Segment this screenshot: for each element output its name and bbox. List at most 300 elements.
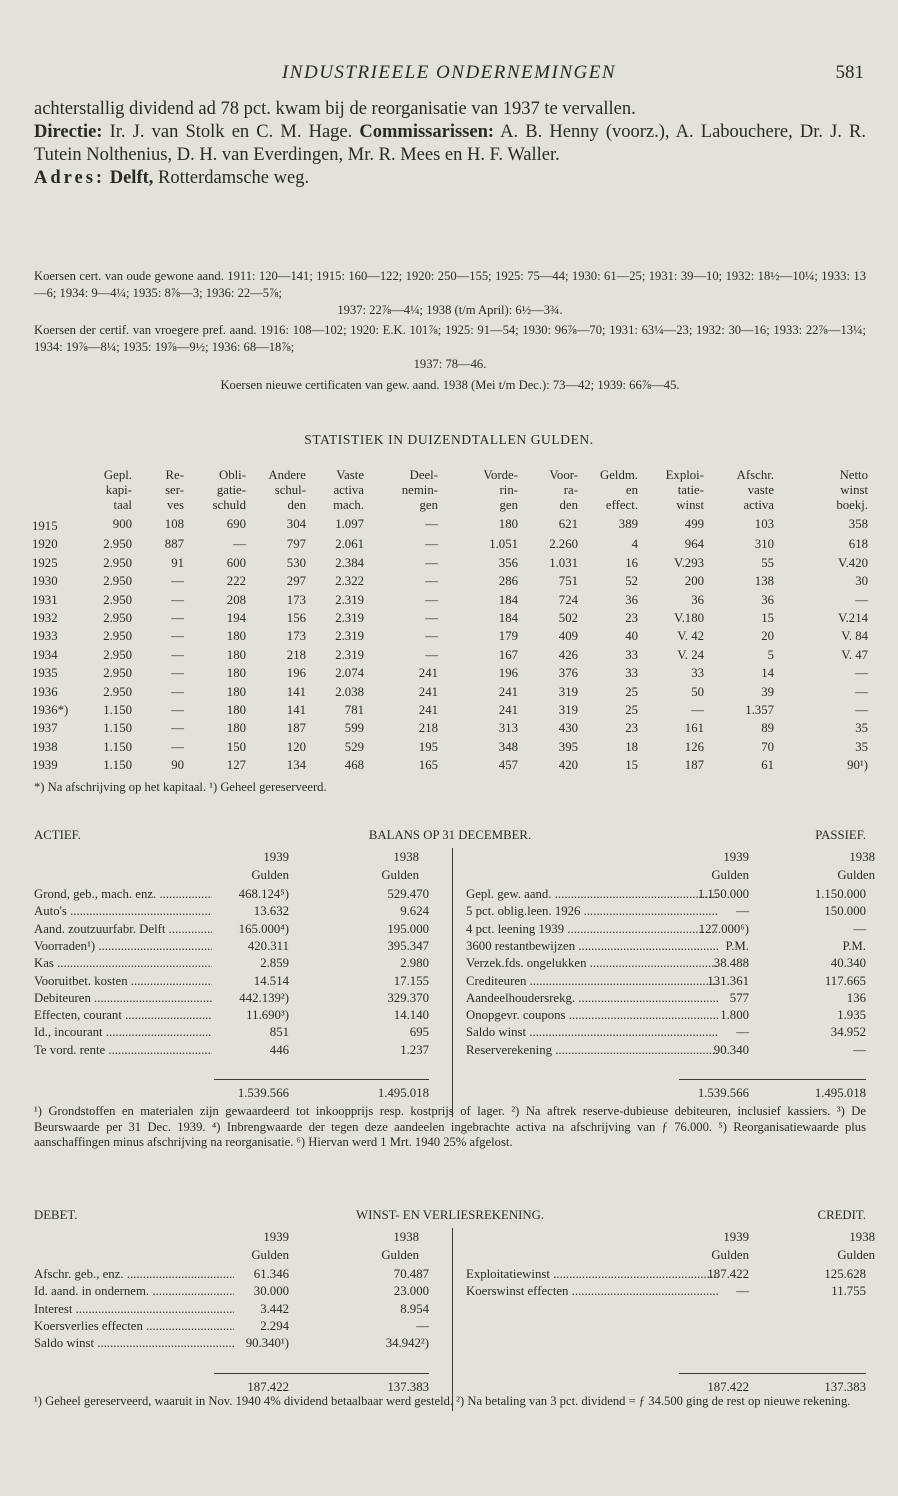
page-number: 581 <box>835 62 864 83</box>
stat-cell: 502 <box>558 611 578 626</box>
stat-cell: — <box>171 684 184 699</box>
balans-body-right-label: Saldo winst ..... <box>466 1024 718 1041</box>
balans-body-right-value: 90.340 <box>713 1042 749 1057</box>
balans-footnotes <box>34 1104 866 1151</box>
stat-cell: 180 <box>226 647 246 662</box>
stat-cell: 14 <box>761 666 774 681</box>
stat-cell: 1.150 <box>103 703 132 718</box>
stat-cell: — <box>425 517 438 531</box>
stat-cell: 90 <box>171 758 184 773</box>
winst-body-left-value: 61.346 <box>253 1267 289 1281</box>
stat-cell: 194 <box>226 611 246 626</box>
stat-cell: 621 <box>558 517 578 531</box>
balans-body-right-value: 577 <box>729 990 749 1005</box>
stat-column-header: den <box>287 498 306 512</box>
stat-column-header: Vorde- <box>483 468 518 482</box>
stat-cell: 781 <box>344 703 364 718</box>
stat-row <box>32 535 868 553</box>
stat-cell: 195 <box>418 739 438 754</box>
balans-body-left-value: 446 <box>269 1042 289 1057</box>
stat-cell: 887 <box>164 537 184 552</box>
balans-body-left-value: 9.624 <box>400 904 429 919</box>
winst-body-left-value: 23.000 <box>393 1284 429 1299</box>
stat-cell: 599 <box>344 721 364 736</box>
balans-body-left-total-rule <box>214 1079 429 1080</box>
winst-body-right-total: 137.383 <box>824 1379 866 1394</box>
koersen-pref: Koersen der certif. van vroegere pref. aand. 1916: 108—102; 1920: E.K. 101⅞; 1925: 91—54; 1930: 96⅞—70; 1931: 63¼—23; 1932: 30—16; 1933: 22⅞—13¼; 1934: 19⅞—8¼; 1935: 19⅞—9½; 1936: 68—18⅞; <box>34 323 866 355</box>
stat-cell: 187 <box>684 758 704 773</box>
balans-body-right-label: Reserverekening ..... <box>466 1042 718 1059</box>
stat-cell: 208 <box>226 592 246 607</box>
balans-body-right-label: Gepl. gew. aand. ..... <box>466 886 718 903</box>
stat-row <box>32 701 868 719</box>
debet-label: DEBET. <box>34 1208 78 1222</box>
balans-body-right-value: 1.150.000 <box>697 887 749 901</box>
stat-cell: — <box>855 666 868 681</box>
winst-body-right-total: 187.422 <box>707 1379 749 1394</box>
balans-body-right-unit-1: Gulden <box>711 868 749 882</box>
stat-cell: 797 <box>286 537 306 552</box>
stat-cell: — <box>171 592 184 607</box>
stat-column-header: Re- <box>165 468 184 482</box>
stat-year: 1934 <box>32 647 58 662</box>
winst-body-left-value: 2.294 <box>260 1318 289 1333</box>
credit-label: CREDIT. <box>817 1208 866 1222</box>
stat-cell: 356 <box>498 555 518 570</box>
balans-body-right-total: 1.539.566 <box>697 1086 749 1100</box>
balans-body-right-year-2: 1938 <box>849 850 875 864</box>
stat-cell: — <box>425 592 438 607</box>
stat-year: 1938 <box>32 739 58 754</box>
stat-cell: V.180 <box>674 611 704 626</box>
stat-column-header <box>32 483 74 498</box>
stat-column-header: Voor- <box>549 468 578 482</box>
winst-body-left-label: Id. aand. in ondernem. ..... <box>34 1283 234 1300</box>
stat-cell: 15 <box>625 758 638 773</box>
balans-body-left-label: Voorraden¹) ..... <box>34 938 212 955</box>
balans-body-divider <box>452 848 453 1117</box>
stat-column-header: boekj. <box>836 498 868 512</box>
stat-cell: 23 <box>625 721 638 736</box>
stat-cell: 134 <box>286 758 306 773</box>
stat-cell: 1.357 <box>745 703 774 718</box>
stat-cell: 89 <box>761 721 774 736</box>
stat-cell: 310 <box>754 537 774 552</box>
stat-year: 1915 <box>32 519 58 533</box>
balans-body-right-total-rule <box>679 1079 866 1080</box>
stat-cell: 180 <box>226 684 246 699</box>
stat-header-row <box>32 468 868 483</box>
stat-column-header: Vaste <box>336 468 364 482</box>
stat-column-header: den <box>559 498 578 512</box>
balans-body-left-label: Debiteuren ..... <box>34 990 212 1007</box>
balans-body-left-label: Effecten, courant ..... <box>34 1007 212 1024</box>
koersen-gewone: Koersen cert. van oude gewone aand. 1911: 120—141; 1915: 160—122; 1920: 250—155; 1925: 75—44; 1930: 61—25; 1931: 39—10; 1932: 18½—10¼; 1933: 13—6; 1934: 9—4¼; 1935: 8⅞—3; 1936: 22—5⅞; <box>34 269 866 300</box>
balans-body-right-value: 117.665 <box>824 973 866 988</box>
stat-cell: 1.051 <box>489 537 518 552</box>
stat-cell: 35 <box>855 721 868 736</box>
winst-body-divider <box>452 1228 453 1411</box>
stat-column-header: ser- <box>165 483 184 497</box>
winst-body-left-value: 34.942²) <box>385 1336 429 1351</box>
winst-body-left-total: 187.422 <box>247 1379 289 1394</box>
balans-body-right-label: Verzek.fds. ongelukken ..... <box>466 955 718 972</box>
winst-body-left-value: 8.954 <box>400 1301 429 1316</box>
balans-body-left-label: Kas ..... <box>34 955 212 972</box>
balans-body-left-value: 442.139²) <box>239 990 289 1005</box>
balans-body-left-value: 1.237 <box>400 1042 429 1057</box>
stat-cell: 297 <box>286 574 306 589</box>
stat-cell: — <box>171 703 184 718</box>
stat-column-header: en <box>625 483 638 497</box>
winst-footnotes-text: ¹) Geheel gereserveerd, waaruit in Nov. 1940 4% dividend betaalbaar werd gesteld. ²) Na betaling van 3 pct. dividend = ƒ 34.500 ging de rest op nieuwe rekening. <box>34 1394 851 1408</box>
balans-body-right-value: — <box>736 1025 749 1040</box>
balans-body-left-total: 1.539.566 <box>237 1086 289 1100</box>
stat-cell: — <box>171 666 184 681</box>
stat-column-header: Exploi- <box>665 468 704 482</box>
stat-year: 1920 <box>32 537 58 552</box>
stat-year: 1937 <box>32 721 58 736</box>
stat-cell: 55 <box>761 555 774 570</box>
stat-cell: 187 <box>286 721 306 736</box>
stat-row <box>32 627 868 645</box>
commissarissen-text: A. B. Henny (voorz.), A. Labouchere, Dr. J. R. Tutein Nolthenius, D. H. van Everdingen, Mr. R. Mees en H. F. Waller. <box>34 122 867 165</box>
winst-body-left-year-1: 1939 <box>263 1230 289 1244</box>
stat-cell: 36 <box>625 592 638 607</box>
stat-year: 1933 <box>32 629 58 644</box>
stat-year: 1932 <box>32 611 58 626</box>
balans-body-right-value: 34.952 <box>830 1025 866 1040</box>
stat-column-header: Andere <box>268 468 306 482</box>
balans-body-left-value: 851 <box>269 1025 289 1040</box>
stat-year: 1936*) <box>32 703 69 718</box>
balans-body-left-unit-1: Gulden <box>251 868 289 882</box>
stat-cell: 91 <box>171 555 184 570</box>
stat-cell: 241 <box>498 684 518 699</box>
stat-cell: V.293 <box>674 555 704 570</box>
stat-cell: — <box>691 703 704 718</box>
stat-cell: 1.150 <box>103 739 132 754</box>
balans-body-right-value: — <box>853 1042 866 1057</box>
company-intro <box>34 98 866 190</box>
balans-body-left-value: 195.000 <box>387 921 429 936</box>
stat-cell: 304 <box>286 517 306 531</box>
stat-column-header: gen <box>419 498 438 512</box>
balans-body-right-value: 1.935 <box>837 1008 866 1023</box>
stat-cell: 141 <box>286 703 306 718</box>
stat-cell: 218 <box>286 647 306 662</box>
stat-column-header: winst <box>840 483 868 497</box>
winst-body-right-label: Exploitatiewinst ..... <box>466 1266 718 1283</box>
stat-cell: 25 <box>625 703 638 718</box>
stat-column-header: ves <box>166 498 184 512</box>
stat-cell: 4 <box>631 537 638 552</box>
balans-body-left-label: Id., incourant ..... <box>34 1024 212 1041</box>
directie-label: Directie: <box>34 122 103 142</box>
stat-cell: 2.322 <box>335 574 364 589</box>
stat-column-header: taal <box>113 498 132 512</box>
stat-cell: — <box>171 629 184 644</box>
stat-cell: — <box>425 574 438 589</box>
stat-cell: 33 <box>691 666 704 681</box>
stat-cell: 319 <box>558 684 578 699</box>
stat-cell: 36 <box>691 592 704 607</box>
stat-column-header: Gepl. <box>103 468 132 482</box>
stat-cell: 2.061 <box>335 537 364 552</box>
stat-cell: 127 <box>226 758 246 773</box>
balans-body-right-label: Onopgevr. coupons ..... <box>466 1007 718 1024</box>
stat-cell: 36 <box>761 592 774 607</box>
stat-header-row <box>32 483 868 498</box>
stat-cell: 180 <box>226 666 246 681</box>
balans-body-right-value: 1.800 <box>720 1008 749 1023</box>
balans-body-left-value: 165.000⁴) <box>238 921 289 936</box>
winst-section <box>34 1206 875 1396</box>
winst-body-right-value: 125.628 <box>824 1267 866 1281</box>
balans-body-left-label: Vooruitbet. kosten ..... <box>34 973 212 990</box>
directie-paragraph <box>34 121 866 167</box>
winst-body-left-value: 70.487 <box>393 1267 429 1281</box>
stat-cell: 108 <box>164 517 184 531</box>
koersen-section <box>34 268 866 394</box>
adres-label: Adres: <box>34 168 106 188</box>
stat-column-header: ra- <box>563 483 578 497</box>
stat-cell: 964 <box>684 537 704 552</box>
balans-body-right-year-1: 1939 <box>723 850 749 864</box>
stat-cell: 600 <box>226 555 246 570</box>
stat-cell: 196 <box>498 666 518 681</box>
stat-cell: — <box>425 647 438 662</box>
stat-cell: 20 <box>761 629 774 644</box>
statistiek-footnote: *) Na afschrijving op het kapitaal. ¹) Geheel gereserveerd. <box>34 780 327 794</box>
commissarissen-label: Commissarissen: <box>359 122 495 142</box>
winst-body-right-total-rule <box>679 1373 866 1374</box>
winst-body-left-unit-1: Gulden <box>251 1248 289 1262</box>
stat-cell: — <box>425 611 438 626</box>
balans-body-right-unit-2: Gulden <box>837 868 875 882</box>
stat-cell: 313 <box>498 721 518 736</box>
stat-cell: 468 <box>344 758 364 773</box>
stat-cell: 319 <box>558 703 578 718</box>
stat-cell: V.214 <box>838 611 868 626</box>
balans-body-left-label: Auto's ..... <box>34 903 212 920</box>
winst-body-left-label: Interest ..... <box>34 1301 234 1318</box>
stat-row <box>32 591 868 609</box>
balans-body-right-value: P.M. <box>725 938 749 953</box>
stat-cell: 103 <box>754 517 774 531</box>
balans-body-right-label: 4 pct. leening 1939 ..... <box>466 921 718 938</box>
intro-line: achterstallig dividend ad 78 pct. kwam bij de reorganisatie van 1937 te vervallen. <box>34 99 636 119</box>
stat-cell: 1.031 <box>549 555 578 570</box>
stat-cell: 286 <box>498 574 518 589</box>
stat-column-header: gen <box>499 498 518 512</box>
stat-cell: 40 <box>625 629 638 644</box>
stat-cell: 179 <box>498 629 518 644</box>
balans-body-left-year-1: 1939 <box>263 850 289 864</box>
stat-column-header: activa <box>333 483 364 497</box>
stat-cell: 2.074 <box>335 666 364 681</box>
stat-cell: 52 <box>625 574 638 589</box>
balans-body-left-value: 529.470 <box>387 887 429 901</box>
stat-cell: 167 <box>498 647 518 662</box>
stat-cell: 420 <box>558 758 578 773</box>
stat-column-header: vaste <box>747 483 774 497</box>
stat-cell: 530 <box>286 555 306 570</box>
winst-body-left-year-2: 1938 <box>393 1230 419 1244</box>
balans-body-left-total: 1.495.018 <box>377 1086 429 1100</box>
stat-cell: — <box>425 555 438 570</box>
balans-body-right-value: — <box>736 904 749 919</box>
stat-cell: 184 <box>498 611 518 626</box>
stat-cell: — <box>171 611 184 626</box>
stat-cell: 529 <box>344 739 364 754</box>
stat-year: 1931 <box>32 592 58 607</box>
stat-row <box>32 738 868 756</box>
balans-body-left-label: Aand. zoutzuurfabr. Delft ..... <box>34 921 212 938</box>
stat-cell: 457 <box>498 758 518 773</box>
stat-cell: V. 47 <box>841 647 868 662</box>
balans-footnotes-text: ¹) Grondstoffen en materialen zijn gewaardeerd tot inkoopprijs resp. kostprijs of lager. ²) Na aftrek reserve-dubieuse debiteuren, inclusief kassiers. ³) De Beurswaarde per 31 Dec. 1939. ⁴) Inbrengwaarde der tegen deze aandeelen ingebrachte activa na afschrijving van ƒ 76.000. ⁵) Reorganisatiewaarde plus aanschaffingen minus afschrijving na reorganisatie. ⁶) Hiervan werd 1 Mrt. 1940 25% afgelost. <box>34 1104 866 1150</box>
winst-body-left-unit-2: Gulden <box>381 1248 419 1262</box>
stat-cell: 33 <box>625 647 638 662</box>
stat-cell: 241 <box>418 666 438 681</box>
stat-cell: — <box>425 629 438 644</box>
stat-cell: — <box>233 537 246 552</box>
stat-cell: 1.097 <box>335 517 364 531</box>
stat-cell: — <box>171 647 184 662</box>
stat-row <box>32 719 868 737</box>
koersen-nieuwe: Koersen nieuwe certificaten van gew. aand. 1938 (Mei t/m Dec.): 73—42; 1939: 66⅞—45. <box>220 377 680 392</box>
stat-cell: 90¹) <box>847 758 868 773</box>
stat-cell: 426 <box>558 647 578 662</box>
winst-body-left-value: 30.000 <box>253 1284 289 1299</box>
stat-cell: 2.950 <box>103 629 132 644</box>
stat-cell: 50 <box>691 684 704 699</box>
stat-column-header: schuld <box>212 498 246 512</box>
stat-cell: 1.150 <box>103 758 132 773</box>
stat-cell: 2.319 <box>335 647 364 662</box>
stat-year: 1935 <box>32 666 58 681</box>
stat-cell: 35 <box>855 739 868 754</box>
balans-section <box>34 826 875 1100</box>
stat-column-header: Netto <box>839 468 868 482</box>
balans-body-left-unit-2: Gulden <box>381 868 419 882</box>
stat-cell: 2.260 <box>549 537 578 552</box>
balans-body-right-value: 127.000⁶) <box>698 921 749 936</box>
stat-cell: — <box>855 684 868 699</box>
balans-body-left-label: Te vord. rente ..... <box>34 1042 212 1059</box>
stat-cell: 2.950 <box>103 555 132 570</box>
koersen-gewone-end: 1937: 22⅞—4¼; 1938 (t/m April): 6½—3¾. <box>337 302 563 317</box>
balans-body-left-value: 2.980 <box>400 956 429 971</box>
balans-body-right-label: 3600 restantbewijzen ..... <box>466 938 718 955</box>
winst-body-right-value: 11.755 <box>831 1284 866 1299</box>
balans-body-left-value: 11.690³) <box>246 1008 289 1023</box>
balans-body-left-value: 395.347 <box>387 938 429 953</box>
stat-column-header: Geldm. <box>599 468 638 482</box>
winst-body-left-label: Afschr. geb., enz. ..... <box>34 1266 234 1283</box>
stat-column-header: activa <box>743 498 774 512</box>
stat-year: 1925 <box>32 555 58 570</box>
stat-column-header: rin- <box>499 483 518 497</box>
stat-cell: 126 <box>684 739 704 754</box>
stat-cell: 900 <box>112 517 132 531</box>
balans-body-right-value: 40.340 <box>830 956 866 971</box>
balans-body-right-value: — <box>853 921 866 936</box>
stat-cell: 70 <box>761 739 774 754</box>
stat-cell: 156 <box>286 611 306 626</box>
stat-cell: 180 <box>226 629 246 644</box>
stat-cell: 15 <box>761 611 774 626</box>
stat-row <box>32 683 868 701</box>
balans-body-left-value: 14.140 <box>393 1008 429 1023</box>
balans-body-left-value: 695 <box>409 1025 429 1040</box>
stat-column-header: Afschr. <box>736 468 774 482</box>
stat-cell: — <box>425 537 438 552</box>
stat-cell: 2.319 <box>335 629 364 644</box>
stat-column-header: mach. <box>333 498 364 512</box>
stat-cell: 241 <box>418 684 438 699</box>
stat-cell: 2.950 <box>103 684 132 699</box>
stat-cell: 2.950 <box>103 537 132 552</box>
winst-body-right-label: Koerswinst effecten ..... <box>466 1283 718 1300</box>
stat-cell: 180 <box>498 517 518 531</box>
stat-cell: 1.150 <box>103 721 132 736</box>
stat-cell: 241 <box>498 703 518 718</box>
stat-cell: 165 <box>418 758 438 773</box>
stat-cell: 376 <box>558 666 578 681</box>
stat-cell: 196 <box>286 666 306 681</box>
stat-cell: 690 <box>226 517 246 531</box>
stat-cell: 2.038 <box>335 684 364 699</box>
balans-body-right-value: 136 <box>846 990 866 1005</box>
balans-body-left-label: Grond, geb., mach. enz. ..... <box>34 886 212 903</box>
running-title: INDUSTRIEELE ONDERNEMINGEN <box>281 62 616 83</box>
stat-cell: 2.319 <box>335 592 364 607</box>
balans-title: BALANS OP 31 DECEMBER. <box>368 828 532 842</box>
stat-cell: 218 <box>418 721 438 736</box>
stat-row <box>32 554 868 572</box>
stat-cell: 39 <box>761 684 774 699</box>
statistiek-table <box>32 468 868 775</box>
koersen-pref-end: 1937: 78—46. <box>413 356 487 371</box>
directie-text: Ir. J. van Stolk en C. M. Hage. <box>109 122 353 142</box>
winst-title: WINST- EN VERLIESREKENING. <box>355 1208 545 1222</box>
stat-cell: 348 <box>498 739 518 754</box>
stat-cell: 61 <box>761 758 774 773</box>
stat-cell: 499 <box>684 517 704 531</box>
stat-column-header: gatie- <box>216 483 246 497</box>
stat-row <box>32 646 868 664</box>
winst-body-right-year-2: 1938 <box>849 1230 875 1244</box>
winst-body-left-label: Saldo winst ..... <box>34 1335 234 1352</box>
stat-row <box>32 609 868 627</box>
stat-cell: — <box>171 739 184 754</box>
stat-cell: 180 <box>226 721 246 736</box>
balans-body-right-label: Aandeelhoudersrekg. ..... <box>466 990 718 1007</box>
stat-cell: 751 <box>558 574 578 589</box>
stat-column-header: nemin- <box>401 483 438 497</box>
stat-cell: 2.319 <box>335 611 364 626</box>
stat-cell: — <box>855 703 868 718</box>
winst-body-right-unit-1: Gulden <box>711 1248 749 1262</box>
balans-body-left-value: 13.632 <box>253 904 289 919</box>
adres-city: Delft, <box>109 168 154 188</box>
stat-column-header: kapi- <box>105 483 132 497</box>
stat-column-header: tatie- <box>677 483 704 497</box>
stat-cell: 2.950 <box>103 666 132 681</box>
winst-body-right-value: — <box>736 1284 749 1299</box>
